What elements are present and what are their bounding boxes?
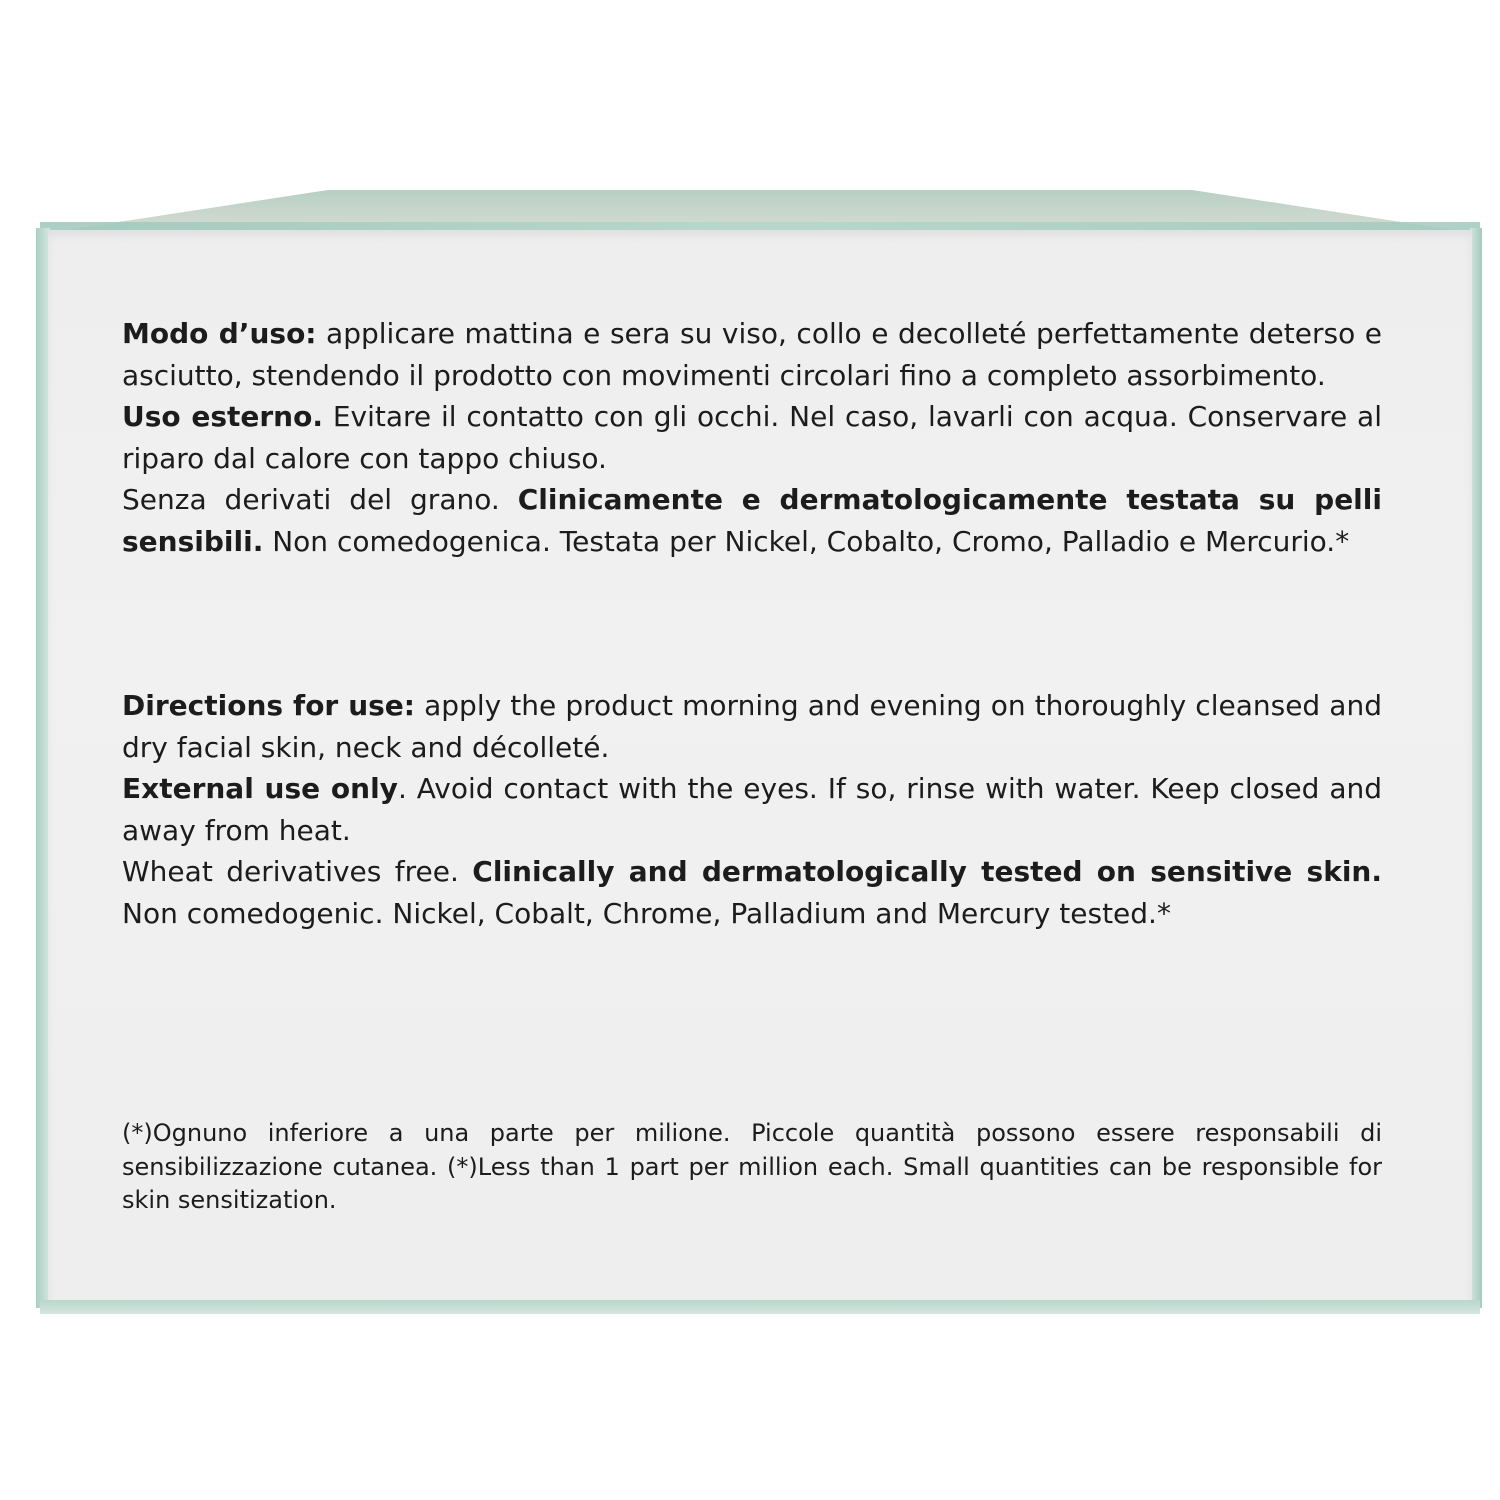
italian-usage-label: Modo d’uso: [122,317,317,350]
english-tested-paragraph [122,851,1382,934]
italian-external-text: Evitare il contatto con gli occhi. Nel caso, lavarli con acqua. Conservare al riparo dal calore con tappo chiuso. [122,400,1382,475]
footnote [122,1117,1382,1218]
english-tested-text: Non comedogenic. Nickel, Cobalt, Chrome, Palladium and Mercury tested.* [122,896,1171,930]
italian-external-label: Uso esterno. [122,400,323,433]
english-external-label: External use only [122,772,398,805]
italian-wheat-text: Senza derivati del grano. [122,483,518,516]
english-usage-text: apply the product morning and evening on thoroughly cleansed and dry facial skin, neck and décolleté. [122,689,1382,764]
footnote-text: (*)Ognuno inferiore a una parte per milione. Piccole quantità possono essere responsabili di sensibilizzazione cutanea. (*)Less than 1 part per million each. Small quantities can be responsible for skin sensitization. [122,1119,1382,1214]
italian-tested-text: Non comedogenica. Testata per Nickel, Cobalto, Cromo, Palladio e Mercurio.* [263,524,1350,558]
english-usage-paragraph [122,685,1382,768]
english-usage-label: Directions for use: [122,689,415,722]
english-external-paragraph [122,768,1382,851]
box-bottom-edge [40,1300,1480,1314]
english-tested-label: Clinically and dermatologically tested on sensitive skin. [472,855,1382,888]
italian-tested-label: Clinicamente e dermatologicamente testata su pelli sensibili. [122,483,1382,558]
italian-tested-paragraph [122,479,1382,562]
english-wheat-text: Wheat derivatives free. [122,855,473,888]
italian-external-paragraph [122,396,1382,479]
english-instructions [122,685,1382,934]
italian-instructions [122,313,1382,562]
italian-usage-text: applicare mattina e sera su viso, collo e decolleté perfettamente deterso e asciutto, stendendo il prodotto con movimenti circolari fino a completo assorbimento. [122,317,1382,392]
english-external-text: . Avoid contact with the eyes. If so, rinse with water. Keep closed and away from heat. [122,772,1382,847]
italian-usage-paragraph [122,313,1382,396]
